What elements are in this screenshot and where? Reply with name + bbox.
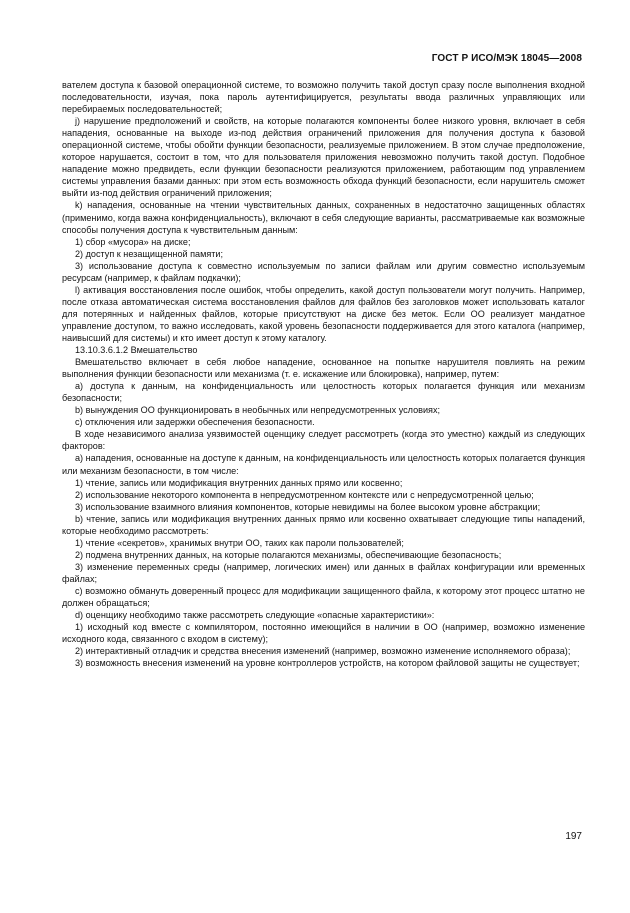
paragraph: вателем доступа к базовой операционной системе, то возможно получить такой доступ сразу после выполнения входной последовательности, изучая, пока пароль аутентифицируется, результаты ввода различных управляющих или перебираемых последовательностей; <box>62 80 585 115</box>
list-item-c: c) отключения или задержки обеспечения безопасности. <box>75 417 315 428</box>
sub-item: 3) изменение переменных среды (например, логических имен) или данных в файлах конфигурации или временных файлах; <box>62 561 585 584</box>
document-body <box>62 79 585 669</box>
sub-item: 2) подмена внутренних данных, на которые полагаются механизмы, обеспечивающие безопасность; <box>75 549 502 560</box>
sub-item: 1) чтение «секретов», хранимых внутри ОО, таких как пароли пользователей; <box>75 537 404 548</box>
paragraph: Вмешательство включает в себя любое нападение, основанное на попытке нарушителя повлиять на режим выполнения функции безопасности или механизма (т. е. искажение или блокировка), например, путем: <box>62 357 585 380</box>
standard-header: ГОСТ Р ИСО/МЭК 18045—2008 <box>431 53 582 64</box>
list-item-j: j) нарушение предположений и свойств, на которые полагаются компоненты более низкого уровня, включает в себя нападения, основанные на выходе из-под действия ограничений приложения для получения доступа к базовой операционной системе, чтобы обойти функции безопасности, реализуемые приложением. В этом случае предположение, которое нарушается, состоит в том, что для пользователя приложения невозможно получить такой доступ. Подобное нападение можно предвидеть, если функции безопасности реализуются приложением, работающим под управлением системы управления базами данных: при этом есть возможность обхода функций безопасности, если нарушитель сможет выйти из-под действия ограничений приложения; <box>62 116 585 199</box>
page-number: 197 <box>565 831 582 842</box>
sub-item: 1) чтение, запись или модификация внутренних данных прямо или косвенно; <box>75 477 403 488</box>
sub-item: 2) использование некоторого компонента в непредусмотренном контексте или с непредусмотренной целью; <box>75 489 534 500</box>
sub-item: 1) сбор «мусора» на диске; <box>75 236 191 247</box>
sub-item: 2) интерактивный отладчик и средства внесения изменений (например, возможно изменение исполняемого образа); <box>75 646 571 657</box>
list-item-b: b) чтение, запись или модификация внутренних данных прямо или косвенно охватывает следующие типы нападений, которые необходимо рассмотреть: <box>62 513 585 536</box>
list-item-a: a) доступа к данным, на конфиденциальность или целостность которых полагается функция или механизм безопасности; <box>62 381 585 404</box>
sub-item: 3) возможность внесения изменений на уровне контроллеров устройств, на котором файловой защиты не существует; <box>75 658 580 669</box>
paragraph: В ходе независимого анализа уязвимостей оценщику следует рассмотреть (когда это уместно) каждый из следующих факторов: <box>62 429 585 452</box>
list-item-d: d) оценщику необходимо также рассмотреть следующие «опасные характеристики»: <box>75 610 435 621</box>
sub-item: 1) исходный код вместе с компилятором, постоянно имеющийся в наличии в ОО (например, возможно изменение исходного кода, связанного с входом в систему); <box>62 622 585 645</box>
section-heading: 13.10.3.6.1.2 Вмешательство <box>75 345 198 356</box>
list-item-c: c) возможно обмануть доверенный процесс для модификации защищенного файла, к которому этот процесс штатно не должен обращаться; <box>62 585 585 609</box>
list-item-a: a) нападения, основанные на доступе к данным, на конфиденциальность или целостность которых полагается функция или механизм безопасности, в том числе: <box>62 453 585 476</box>
list-item-b: b) вынуждения ОО функционировать в необычных или непредусмотренных условиях; <box>75 405 441 416</box>
sub-item: 3) использование взаимного влияния компонентов, которые невидимы на более высоком уровне абстракции; <box>75 501 541 512</box>
sub-item: 2) доступ к незащищенной памяти; <box>75 248 224 259</box>
sub-item: 3) использование доступа к совместно используемым по записи файлам или другим совместно используемым ресурсам (например, к файлам подкачки); <box>62 260 585 283</box>
list-item-k: k) нападения, основанные на чтении чувствительных данных, сохраненных в недостаточно защищенных областях (применимо, когда важна конфиденциальность), включают в себя следующие варианты, рассматриваемые как возможные способы получения доступа к чувствительным данным: <box>62 200 585 235</box>
list-item-l: l) активация восстановления после ошибок, чтобы определить, какой доступ пользователи могут получить. Например, после отказа автоматическая система восстановления файлов для файлов без заголовков может использовать каталог для потерянных и найденных файлов, которые присутствуют на диске без меток. Если ОО реализует мандатное управление доступом, то важно исследовать, какой уровень безопасности поддерживается для этого каталога (например, наивысший для системы) и кто имеет доступ к этому каталогу. <box>62 284 585 343</box>
